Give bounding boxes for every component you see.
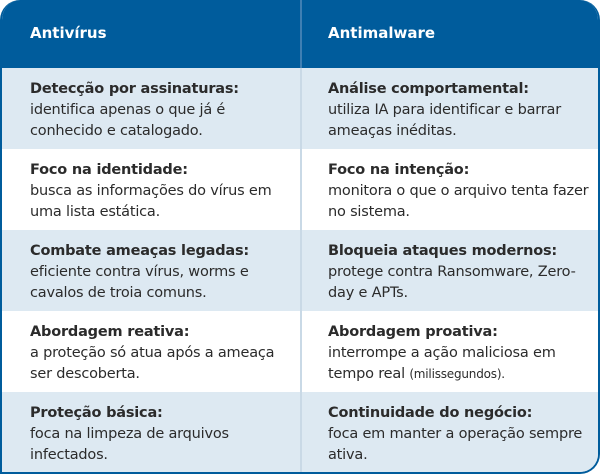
cell-title: Foco na intenção: [328, 162, 470, 178]
cell-text: protege contra Ransomware, Zero-day e APTs. [328, 264, 576, 301]
cell-title: Abordagem reativa: [30, 324, 190, 340]
header-antivirus: Antivírus [30, 24, 107, 42]
column-divider [300, 0, 302, 68]
cell-title: Continuidade do negócio: [328, 405, 533, 421]
cell-title: Detecção por assinaturas: [30, 81, 239, 97]
cell-title: Combate ameaças legadas: [30, 243, 250, 259]
antivirus-cell [2, 68, 300, 149]
cell-text: a proteção só atua após a ameaça ser descoberta. [30, 345, 275, 382]
table-row [2, 149, 598, 230]
table-row [2, 68, 598, 149]
antimalware-cell [300, 311, 598, 392]
table-row [2, 392, 598, 473]
cell-text: identifica apenas o que já é conhecido e catalogado. [30, 102, 226, 139]
antivirus-cell [2, 311, 300, 392]
header-antimalware: Antimalware [328, 24, 436, 42]
antivirus-cell [2, 392, 300, 473]
cell-text: foca em manter a operação sempre ativa. [328, 426, 583, 463]
antimalware-cell [300, 149, 598, 230]
antimalware-cell [300, 68, 598, 149]
column-divider [300, 311, 302, 392]
column-divider [300, 68, 302, 149]
cell-note: (milissegundos). [409, 367, 505, 381]
antivirus-cell [2, 149, 300, 230]
column-divider [300, 149, 302, 230]
cell-title: Proteção básica: [30, 405, 163, 421]
cell-text: foca na limpeza de arquivos infectados. [30, 426, 229, 463]
cell-text: interrompe a ação maliciosa em tempo real [328, 345, 556, 382]
antivirus-cell [2, 230, 300, 311]
antimalware-cell [300, 392, 598, 473]
cell-title: Bloqueia ataques modernos: [328, 243, 557, 259]
cell-text: eficiente contra vírus, worms e cavalos de troia comuns. [30, 264, 249, 301]
cell-text: busca as informações do vírus em uma lista estática. [30, 183, 272, 220]
table-header [2, 0, 598, 68]
antimalware-cell [300, 230, 598, 311]
table-row [2, 311, 598, 392]
cell-title: Análise comportamental: [328, 81, 529, 97]
column-divider [300, 230, 302, 311]
cell-text: monitora o que o arquivo tenta fazer no sistema. [328, 183, 589, 220]
cell-title: Abordagem proativa: [328, 324, 498, 340]
column-divider [300, 392, 302, 473]
table-row [2, 230, 598, 311]
cell-text: utiliza IA para identificar e barrar ameaças inéditas. [328, 102, 561, 139]
cell-title: Foco na identidade: [30, 162, 188, 178]
